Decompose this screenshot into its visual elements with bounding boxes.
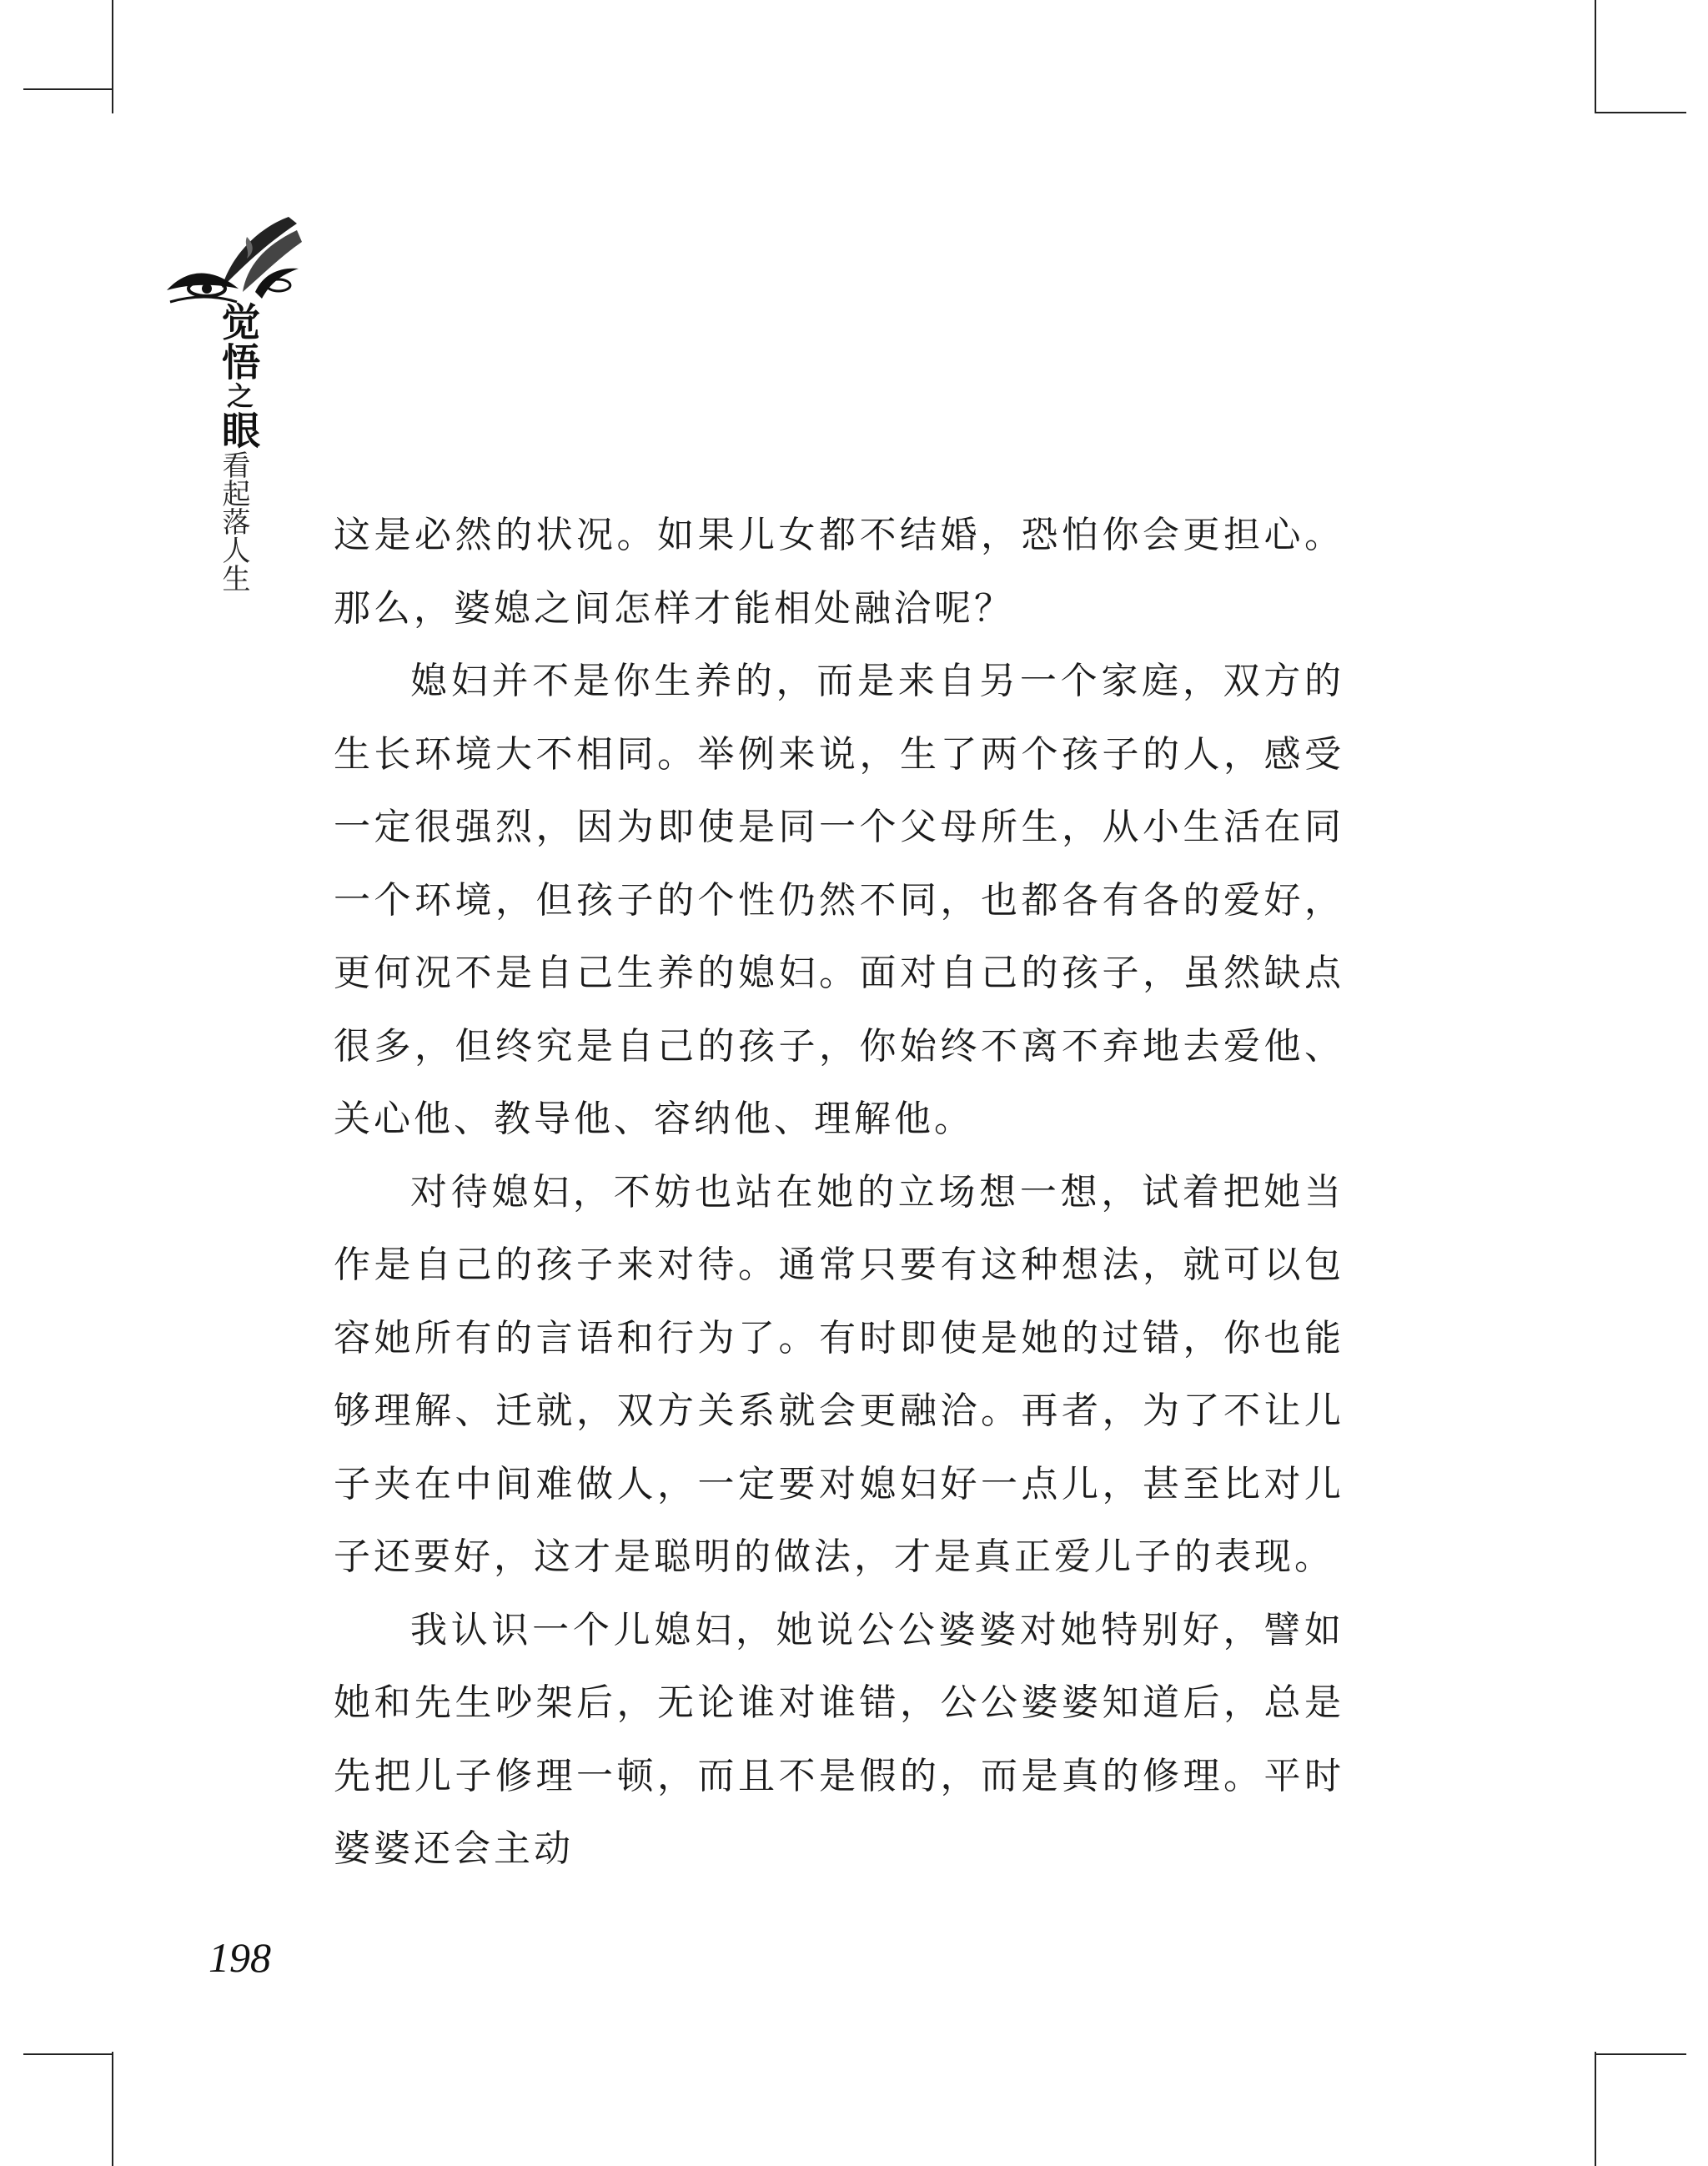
paragraph: 对待媳妇，不妨也站在她的立场想一想，试着把她当作是自己的孩子来对待。通常只要有这种想法，就可以包容她所有的言语和行为了。有时即使是她的过错，你也能够理解、迁就，双方关系就会更融洽。再者，为了不让儿子夹在中间难做人，一定要对媳妇好一点儿，甚至比对儿子还要好，这才是聪明的做法，才是真正爱儿子的表现。 <box>334 1170 1344 1578</box>
title-char: 之 <box>223 382 254 410</box>
crop-mark <box>1595 112 1686 113</box>
crop-mark <box>1595 2053 1686 2055</box>
crop-mark <box>23 88 113 90</box>
crop-mark <box>23 2053 113 2055</box>
body-text <box>334 499 1344 1886</box>
eye-logo-icon <box>163 209 305 309</box>
crop-mark <box>1595 0 1596 113</box>
title-char: 眼 <box>216 410 261 450</box>
crop-mark <box>112 0 113 113</box>
paragraph: 媳妇并不是你生养的，而是来自另一个家庭，双方的生长环境大不相同。举例来说，生了两个孩子的人，感受一定很强烈，因为即使是同一个父母所生，从小生活在同一个环境，但孩子的个性仍然不同，也都各有各的爱好，更何况不是自己生养的媳妇。面对自己的孩子，虽然缺点很多，但终究是自己的孩子，你始终不离不弃地去爱他、关心他、教导他、容纳他、理解他。 <box>334 660 1344 1140</box>
book-title <box>212 302 262 450</box>
paragraph: 这是必然的状况。如果儿女都不结婚，恐怕你会更担心。那么，婆媳之间怎样才能相处融洽呢？ <box>334 514 1344 630</box>
page-number: 198 <box>208 1934 271 1981</box>
paragraph: 我认识一个儿媳妇，她说公公婆婆对她特别好，譬如她和先生吵架后，无论谁对谁错，公公婆婆知道后，总是先把儿子修理一顿，而且不是假的，而是真的修理。平时婆婆还会主动 <box>334 1608 1344 1870</box>
title-char: 悟 <box>216 342 261 382</box>
crop-mark <box>112 2052 113 2166</box>
book-subtitle: 看起落人生 <box>217 450 250 592</box>
crop-mark <box>1595 2052 1596 2166</box>
title-char: 觉 <box>216 302 261 342</box>
